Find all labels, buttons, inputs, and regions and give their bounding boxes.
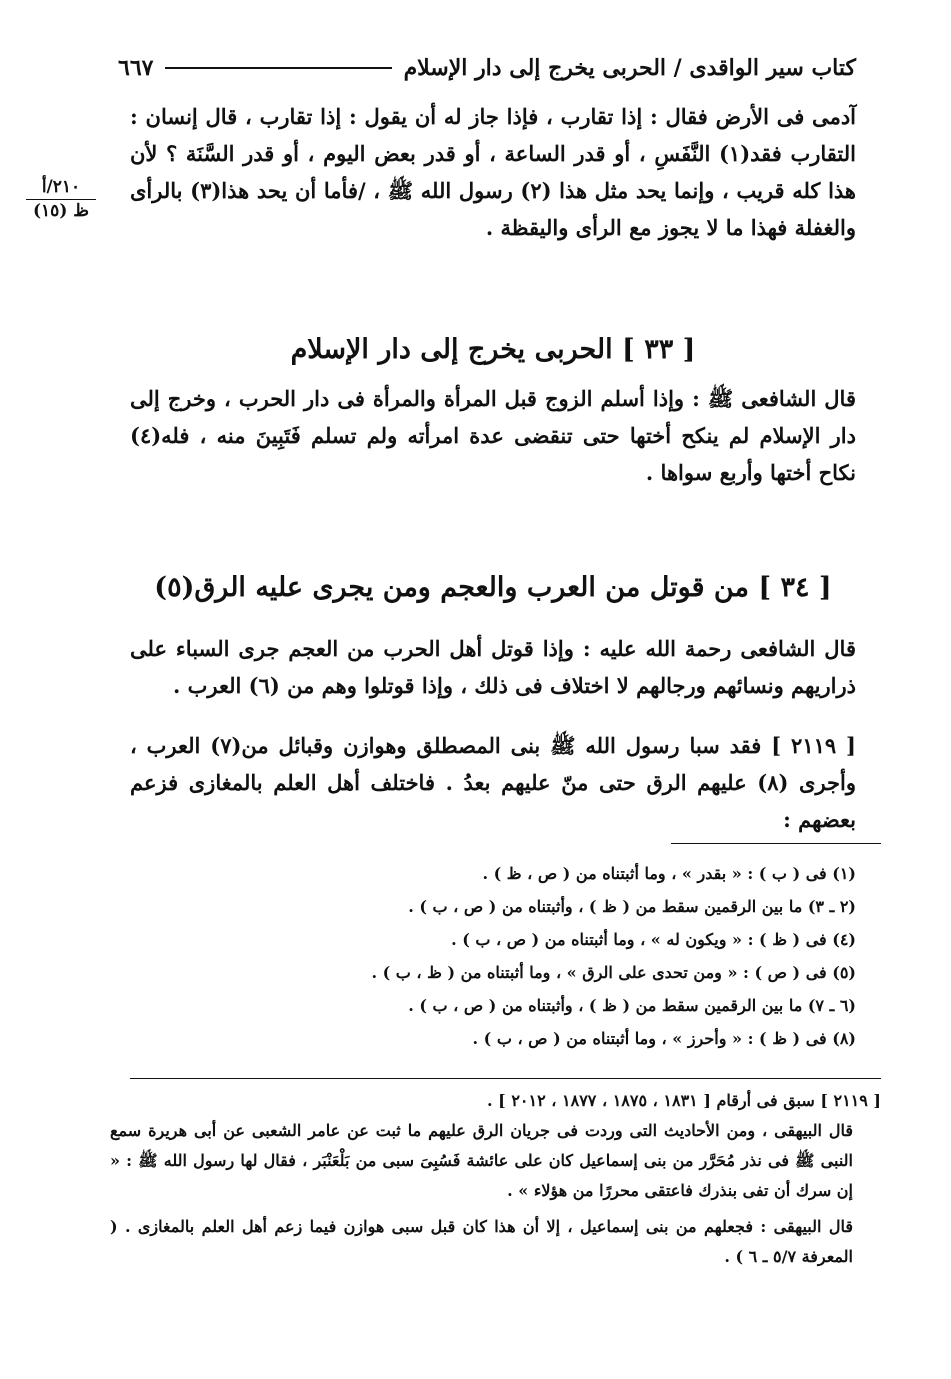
- footnotes: [130, 857, 856, 1055]
- margin-folio-note: [26, 178, 96, 220]
- footnote-1: (١) فى ( ب ) : « بقدر » ، وما أثبتناه من ( ص ، ظ ) .: [482, 864, 856, 883]
- footnote-5: (٥) فى ( ص ) : « ومن تحدى على الرق » ، وما أثبتناه من ( ظ ، ب ) .: [371, 963, 856, 982]
- footnote-8: (٨) فى ( ظ ) : « وأحرز » ، وما أثبتناه من ( ص ، ب ) .: [472, 1029, 856, 1048]
- footnote-6-7: (٦ ـ ٧) ما بين الرقمين سقط من ( ظ ) ، وأثبتناه من ( ص ، ب ) .: [408, 996, 856, 1015]
- footnote-4: (٤) فى ( ظ ) : « ويكون له » ، وما أثبتناه من ( ص ، ب ) .: [451, 930, 856, 949]
- footnote-separator: [671, 843, 881, 844]
- takhrij-quote-1: قال البيهقى ، ومن الأحاديث التى وردت فى جريان الرق عليهم ما ثبت عن عامر الشعبى عن أبى هريرة سمع النبى ﷺ فى نذر مُحَرَّر من بنى إسماعيل كان على عائشة فَسُبِىَ سبى من بَلْعَنْبَر ، فقال لها رسول الله ﷺ : « إن سرك أن تفى بنذرك فاعتقى محررًا من هؤلاء » .: [110, 1121, 853, 1200]
- takhrij-quote-2: قال البيهقى : فجعلهم من بنى إسماعيل ، إلا أن هذا كان قبل سبى هوازن فيما زعم أهل العلم بالمغازى . ( المعرفة ٥/٧ ـ ٦ ) .: [110, 1217, 853, 1266]
- header-title: كتاب سير الواقدى / الحربى يخرج إلى دار الإسلام: [403, 55, 856, 81]
- section-33-title: [ ٣٣ ] الحربى يخرج إلى دار الإسلام: [290, 334, 696, 365]
- running-header: [118, 52, 856, 84]
- section-33-text: قال الشافعى ﷺ : وإذا أسلم الزوج قبل المرأة والمرأة فى دار الحرب ، وخرج إلى دار الإسلام لم ينكح أختها حتى تنقضى عدة امرأته ولم تسلم فَتَبِينَ منه ، فله(٤) نكاح أختها وأربع سواها .: [130, 386, 856, 485]
- manuscript-siglum: ظ (١٥): [33, 200, 89, 221]
- header-rule: [165, 67, 391, 69]
- folio-number: ٢١٠/أ: [26, 178, 96, 200]
- footnote-2-3: (٢ ـ ٣) ما بين الرقمين سقط من ( ظ ) ، وأثبتناه من ( ص ، ب ) .: [408, 897, 856, 916]
- takhrij-notes: [110, 1086, 881, 1272]
- page-number: ٦٦٧: [118, 55, 154, 81]
- takhrij-reference: [ ٢١١٩ ] سبق فى أرقام [ ١٨٣١ ، ١٨٧٥ ، ١٨٧٧ ، ٢٠١٢ ] .: [487, 1091, 881, 1110]
- takhrij-separator: [130, 1078, 881, 1079]
- section-34-title: [ ٣٤ ] من قوتل من العرب والعجم ومن يجرى عليه الرق(٥): [154, 572, 832, 603]
- hadith-2119: [ ٢١١٩ ] فقد سبا رسول الله ﷺ بنى المصطلق وهوازن وقبائل من(٧) العرب ، وأجرى (٨) عليهم الرق حتى منّ عليهم بعدُ . فاختلف أهل العلم بالمغازى فزعم بعضهم :: [130, 733, 857, 832]
- paragraph-top: آدمى فى الأرض فقال : إذا تقارب ، فإذا جاز له أن يقول : إذا تقارب ، قال إنسان : التقارب فقد(١) النَّفَسِ ، أو قدر الساعة ، أو قدر بعض اليوم ، أو قدر السَّنَة ؟ لأن هذا كله قريب ، وإنما يحد مثل هذا (٢) رسول الله ﷺ ، /فأما أن يحد هذا(٣) بالرأى والغفلة فهذا ما لا يجوز مع الرأى واليقظة .: [130, 104, 856, 240]
- section-34-text: قال الشافعى رحمة الله عليه : وإذا قوتل أهل الحرب من العجم جرى السباء على ذراريهم ونسائهم ورجالهم لا اختلاف فى ذلك ، وإذا قوتلوا وهم من (٦) العرب .: [130, 636, 856, 698]
